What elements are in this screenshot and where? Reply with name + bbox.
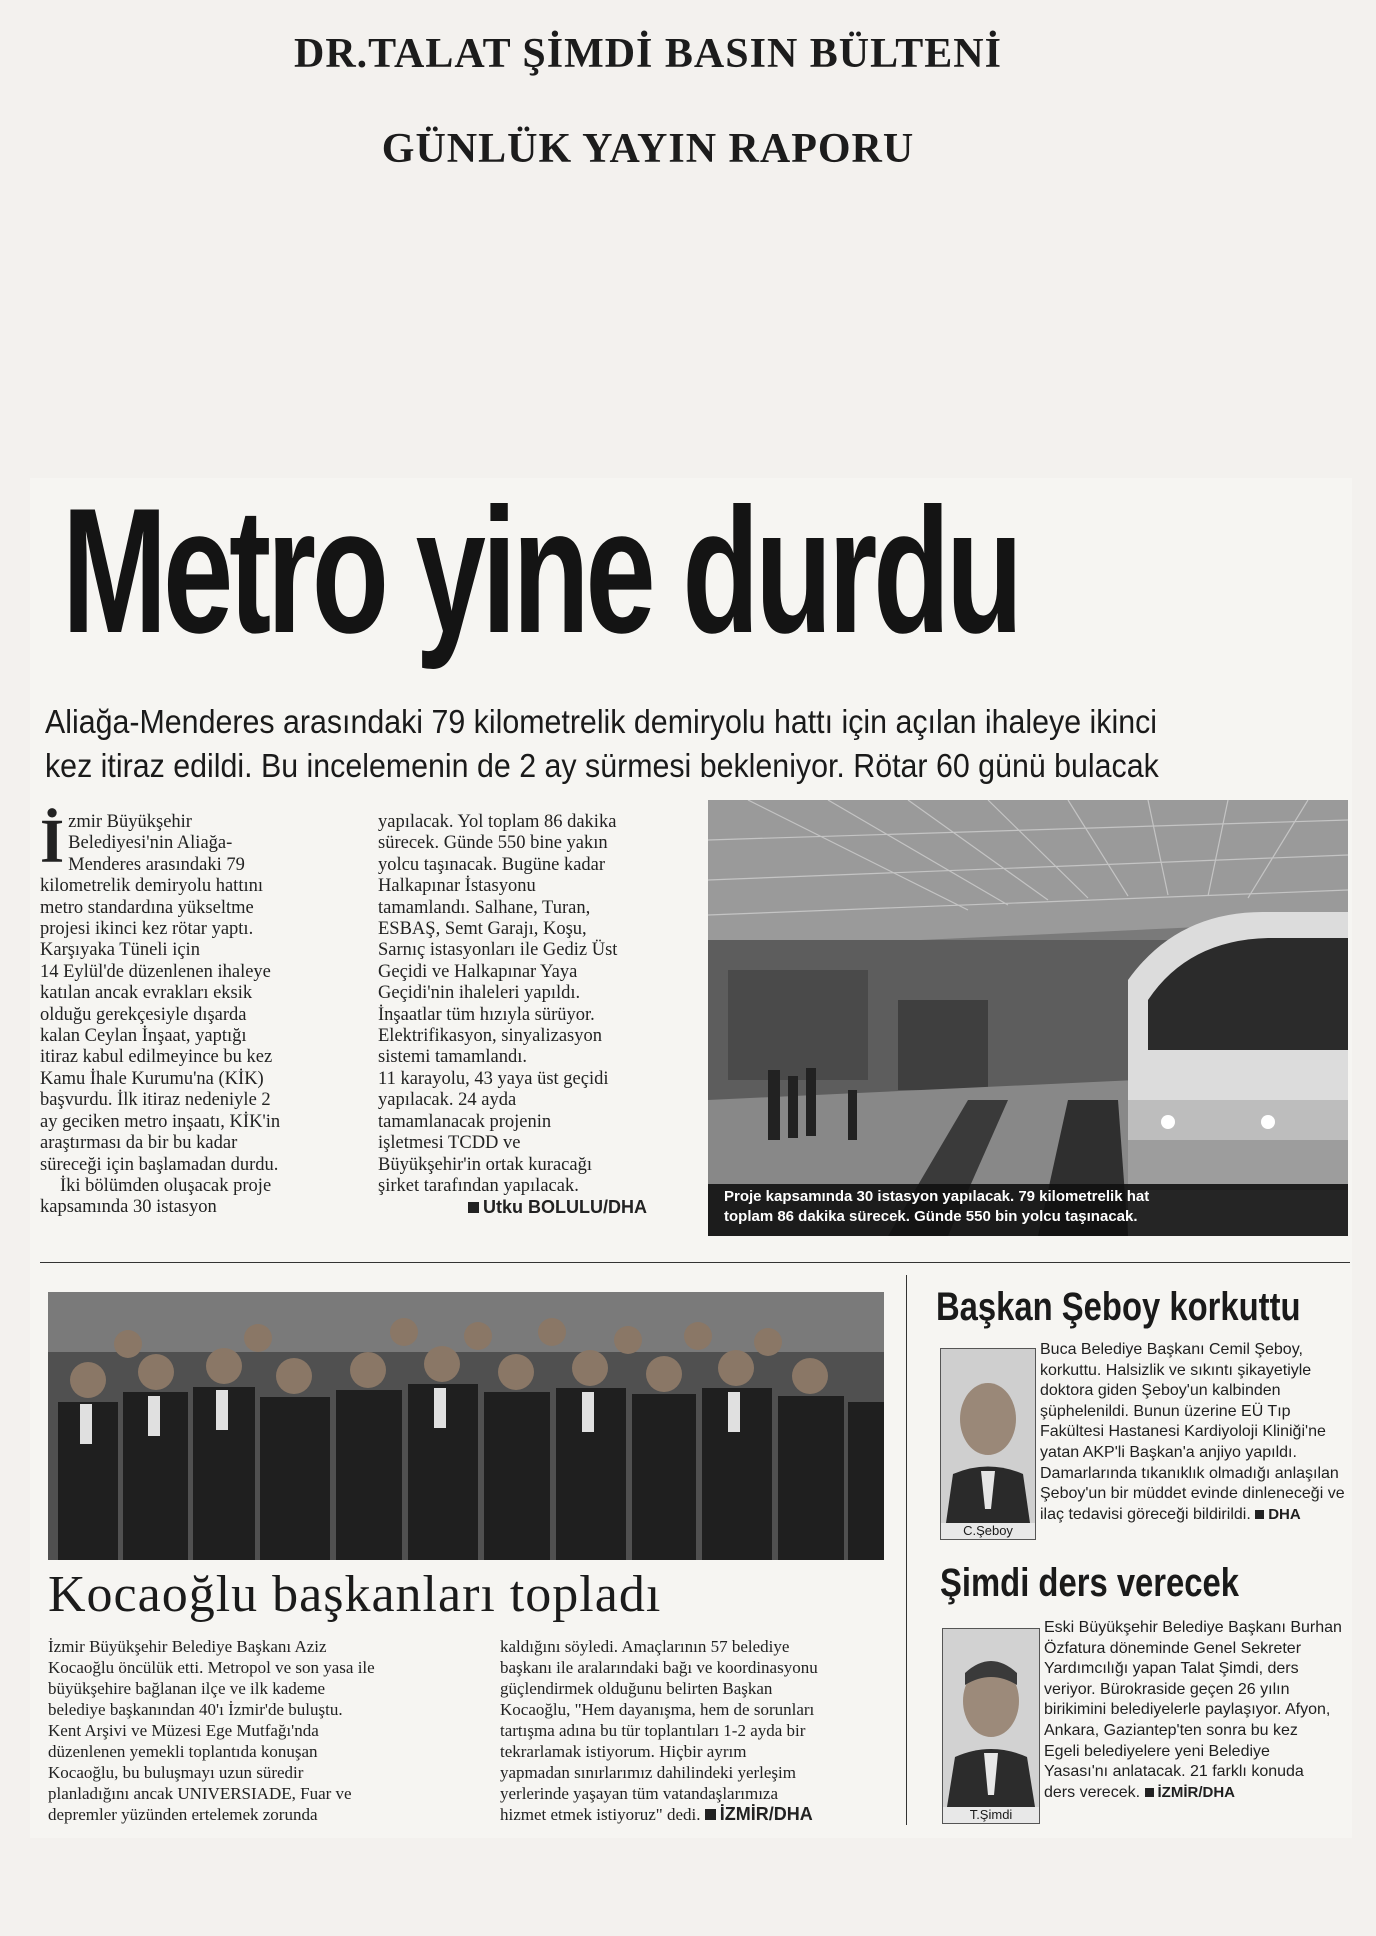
text-line: başvurdu. İlk itiraz nedeniyle 2 — [40, 1090, 271, 1111]
byline — [378, 1197, 698, 1218]
byline-square-icon — [1145, 1788, 1154, 1797]
text-line: 14 Eylül'de düzenlenen ihaleye — [40, 961, 271, 982]
text-line: şirket tarafından yapılacak. — [378, 1175, 579, 1196]
text-line: işletmesi TCDD ve — [378, 1133, 521, 1154]
kocaoglu-column-2 — [500, 1636, 890, 1825]
text-line — [500, 1804, 890, 1825]
metro-station-photo — [708, 800, 1348, 1236]
text-line: ESBAŞ, Semt Garajı, Koşu, — [378, 919, 587, 940]
text-line: zmir Büyükşehir — [68, 812, 192, 832]
text-line: süreceği için başlamadan durdu. — [40, 1154, 279, 1175]
text-line: depremler yüzünden ertelemek zorunda — [48, 1805, 318, 1824]
text-line: Damarlarında tıkanıklık olmadığı anlaşılan — [1040, 1464, 1339, 1482]
subhead-line: kez itiraz edildi. Bu incelemenin de 2 ay sürmesi bekleniyor. Rötar 60 günü bulacak — [45, 747, 1159, 784]
subhead-line: Aliağa-Menderes arasındaki 79 kilometrelik demiryolu hattı için açılan ihaleye ikinci — [45, 703, 1158, 740]
text-line: Kocaoğlu, "Hem dayanışma, hem de sorunları — [500, 1700, 815, 1719]
byline-text: İZMİR/DHA — [1157, 1783, 1235, 1801]
text-line: Buca Belediye Başkanı Cemil Şeboy, — [1040, 1341, 1303, 1358]
text-line-end: hizmet etmek istiyoruz" dedi. — [500, 1805, 701, 1824]
report-title: GÜNLÜK YAYIN RAPORU — [381, 126, 915, 172]
text-line-end: ilaç tedavisi göreceği bildirildi. — [1040, 1505, 1251, 1523]
text-line: tamamlanacak projenin — [378, 1111, 552, 1132]
text-line: Ankara, Gaziantep'ten sonra bu kez — [1044, 1721, 1298, 1739]
simdi-headline: Şimdi ders verecek — [940, 1561, 1240, 1605]
text-line: Egeli belediyelere yeni Belediye — [1044, 1742, 1270, 1760]
metro-photo-illustration — [708, 800, 1348, 1236]
text-line: birikimini belediyelerle paylaşıyor. Afyon, — [1044, 1701, 1331, 1719]
text-line: Yardımcılığı yapan Talat Şimdi, ders — [1044, 1660, 1299, 1678]
text-line: sürecek. Günde 550 bine yakın — [378, 833, 608, 854]
simdi-article-text — [1044, 1618, 1350, 1803]
text-line: Kamu İhale Kurumu'na (KİK) — [40, 1068, 264, 1089]
byline-text: İZMİR/DHA — [719, 1804, 813, 1824]
text-line-end: ders verecek. — [1044, 1783, 1141, 1801]
text-line: planladığını ancak UNIVERSIADE, Fuar ve — [48, 1784, 352, 1803]
text-line: tekrarlamak istiyorum. Hiçbir ayrım — [500, 1742, 747, 1761]
text-line: Eski Büyükşehir Belediye Başkanı Burhan — [1044, 1619, 1342, 1636]
vertical-divider — [906, 1275, 907, 1825]
text-line: ay geciken metro inşaatı, KİK'in — [40, 1111, 281, 1132]
text-line: kalan Ceylan İnşaat, yaptığı — [40, 1026, 247, 1047]
text-line: yolcu taşınacak. Bugüne kadar — [378, 854, 606, 875]
byline — [1145, 1784, 1236, 1801]
portrait-illustration — [941, 1349, 1035, 1523]
text-line: yerlerinde yaşayan tüm vatandaşlarımıza — [500, 1784, 779, 1803]
text-line: Fakültesi Hastanesi Kardiyoloji Kliniği'ne — [1040, 1423, 1326, 1441]
text-line: Şeboy'un bir müddet evinde dinleneceği ve — [1040, 1485, 1345, 1503]
text-line: kilometrelik demiryolu hattını — [40, 876, 263, 897]
text-line: Büyükşehir'in ortak kuracağı — [378, 1154, 592, 1175]
caption-line: toplam 86 dakika sürecek. Günde 550 bin yolcu taşınacak. — [724, 1208, 1138, 1225]
text-line: belediye başkanından 40'ı İzmir'de buluştu. — [48, 1700, 343, 1719]
kocaoglu-headline: Kocaoğlu başkanları topladı — [48, 1566, 662, 1623]
text-line: projesi ikinci kez rötar yaptı. — [40, 919, 254, 940]
text-line: Geçidi'nin ihaleleri yapıldı. — [378, 983, 581, 1004]
portrait-illustration — [943, 1629, 1039, 1807]
text-line: araştırması da bir bu kadar — [40, 1133, 238, 1154]
portrait-label: C.Şeboy — [941, 1523, 1035, 1539]
text-line: yapılacak. Yol toplam 86 dakika — [378, 812, 617, 832]
byline-text: Utku BOLULU/DHA — [483, 1197, 647, 1218]
text-line: Kocaoğlu öncülük etti. Metropol ve son yasa ile — [48, 1658, 375, 1677]
main-headline: Metro yine durdu — [62, 471, 1019, 670]
text-line: metro standardına yükseltme — [40, 897, 254, 918]
text-line: yapılacak. 24 ayda — [378, 1090, 517, 1111]
text-line: itiraz kabul edilmeyince bu kez — [40, 1047, 273, 1068]
seboy-article-text — [1040, 1340, 1350, 1525]
text-line: Belediyesi'nin Aliağa- — [68, 833, 233, 854]
byline-square-icon — [1255, 1510, 1264, 1519]
byline-text: DHA — [1268, 1505, 1301, 1523]
seboy-portrait — [940, 1348, 1036, 1540]
caption-line: Proje kapsamında 30 istasyon yapılacak. 79 kilometrelik hat — [724, 1188, 1150, 1205]
text-line: katılan ancak evrakları eksik — [40, 983, 253, 1004]
text-line: yapmadan sınırlarımız dahilindeki yerleşim — [500, 1763, 796, 1782]
text-line: Sarnıç istasyonları ile Gediz Üst — [378, 940, 618, 961]
portrait-label: T.Şimdi — [943, 1807, 1039, 1823]
mayors-group-photo — [48, 1292, 884, 1560]
text-line: Geçidi ve Halkapınar Yaya — [378, 961, 578, 982]
text-line: düzenlenen yemekli toplantıda konuşan — [48, 1742, 318, 1761]
text-line: doktora giden Şeboy'un kalbinden — [1040, 1382, 1281, 1400]
text-line: veriyor. Bürokraside geçen 26 yılın — [1044, 1680, 1290, 1698]
byline-square-icon — [468, 1202, 479, 1213]
main-subhead — [45, 700, 1250, 788]
bulletin-title: DR.TALAT ŞİMDİ BASIN BÜLTENİ — [294, 31, 1002, 77]
text-line: tamamlandı. Salhane, Turan, — [378, 897, 591, 918]
text-line: güçlendirmek olduğunu belirten Başkan — [500, 1679, 773, 1698]
group-photo-illustration — [48, 1292, 884, 1560]
main-article-column-2 — [378, 812, 698, 1219]
text-line: Menderes arasındaki 79 — [68, 854, 245, 875]
byline — [705, 1804, 813, 1824]
text-line: korkuttu. Halsizlik ve sıkıntı şikayetiyle — [1040, 1361, 1312, 1379]
text-line: yatan AKP'li Başkan'a anjiyo yapıldı. — [1040, 1443, 1297, 1461]
text-line: şüphelenildi. Bunun üzerine EÜ Tıp — [1040, 1402, 1291, 1420]
text-line: büyükşehire bağlanan ilçe ve ilk kademe — [48, 1679, 326, 1698]
text-line: İnşaatlar tüm hızıyla sürüyor. — [378, 1004, 595, 1025]
text-line: Özfatura döneminde Genel Sekreter — [1044, 1639, 1302, 1657]
text-line: 11 karayolu, 43 yaya üst geçidi — [378, 1068, 609, 1089]
drop-cap: İ — [40, 808, 65, 876]
text-line: Halkapınar İstasyonu — [378, 876, 536, 897]
text-line: olduğu gerekçesiyle dışarda — [40, 1004, 247, 1025]
text-line: Karşıyaka Tüneli için — [40, 940, 200, 961]
text-line: kaldığını söyledi. Amaçlarının 57 belediye — [500, 1637, 790, 1656]
text-line: kapsamında 30 istasyon — [40, 1197, 217, 1218]
text-line: Kent Arşivi ve Müzesi Ege Mutfağı'nda — [48, 1721, 319, 1740]
seboy-headline: Başkan Şeboy korkuttu — [936, 1285, 1301, 1329]
text-line — [1040, 1505, 1350, 1526]
text-line: İki bölümden oluşacak proje — [60, 1175, 272, 1196]
text-line: sistemi tamamlandı. — [378, 1047, 528, 1068]
text-line: Kocaoğlu, bu buluşmayı uzun süredir — [48, 1763, 304, 1782]
horizontal-divider — [40, 1262, 1350, 1263]
kocaoglu-column-1 — [48, 1636, 488, 1825]
text-line: Elektrifikasyon, sinyalizasyon — [378, 1026, 603, 1047]
simdi-portrait — [942, 1628, 1040, 1824]
text-line: İzmir Büyükşehir Belediye Başkanı Aziz — [48, 1637, 327, 1656]
text-line: tartışma adına bu tür toplantıları 1-2 ayda bir — [500, 1721, 806, 1740]
metro-photo-caption — [724, 1187, 1324, 1227]
byline — [1255, 1506, 1301, 1523]
text-line: Yasası'nı anlatacak. 21 farklı konuda — [1044, 1763, 1304, 1781]
text-line: başkanı ile aralarındaki bağı ve koordinasyonu — [500, 1658, 818, 1677]
byline-square-icon — [705, 1809, 716, 1820]
text-line — [1044, 1783, 1350, 1804]
main-article-column-1 — [40, 808, 360, 1219]
